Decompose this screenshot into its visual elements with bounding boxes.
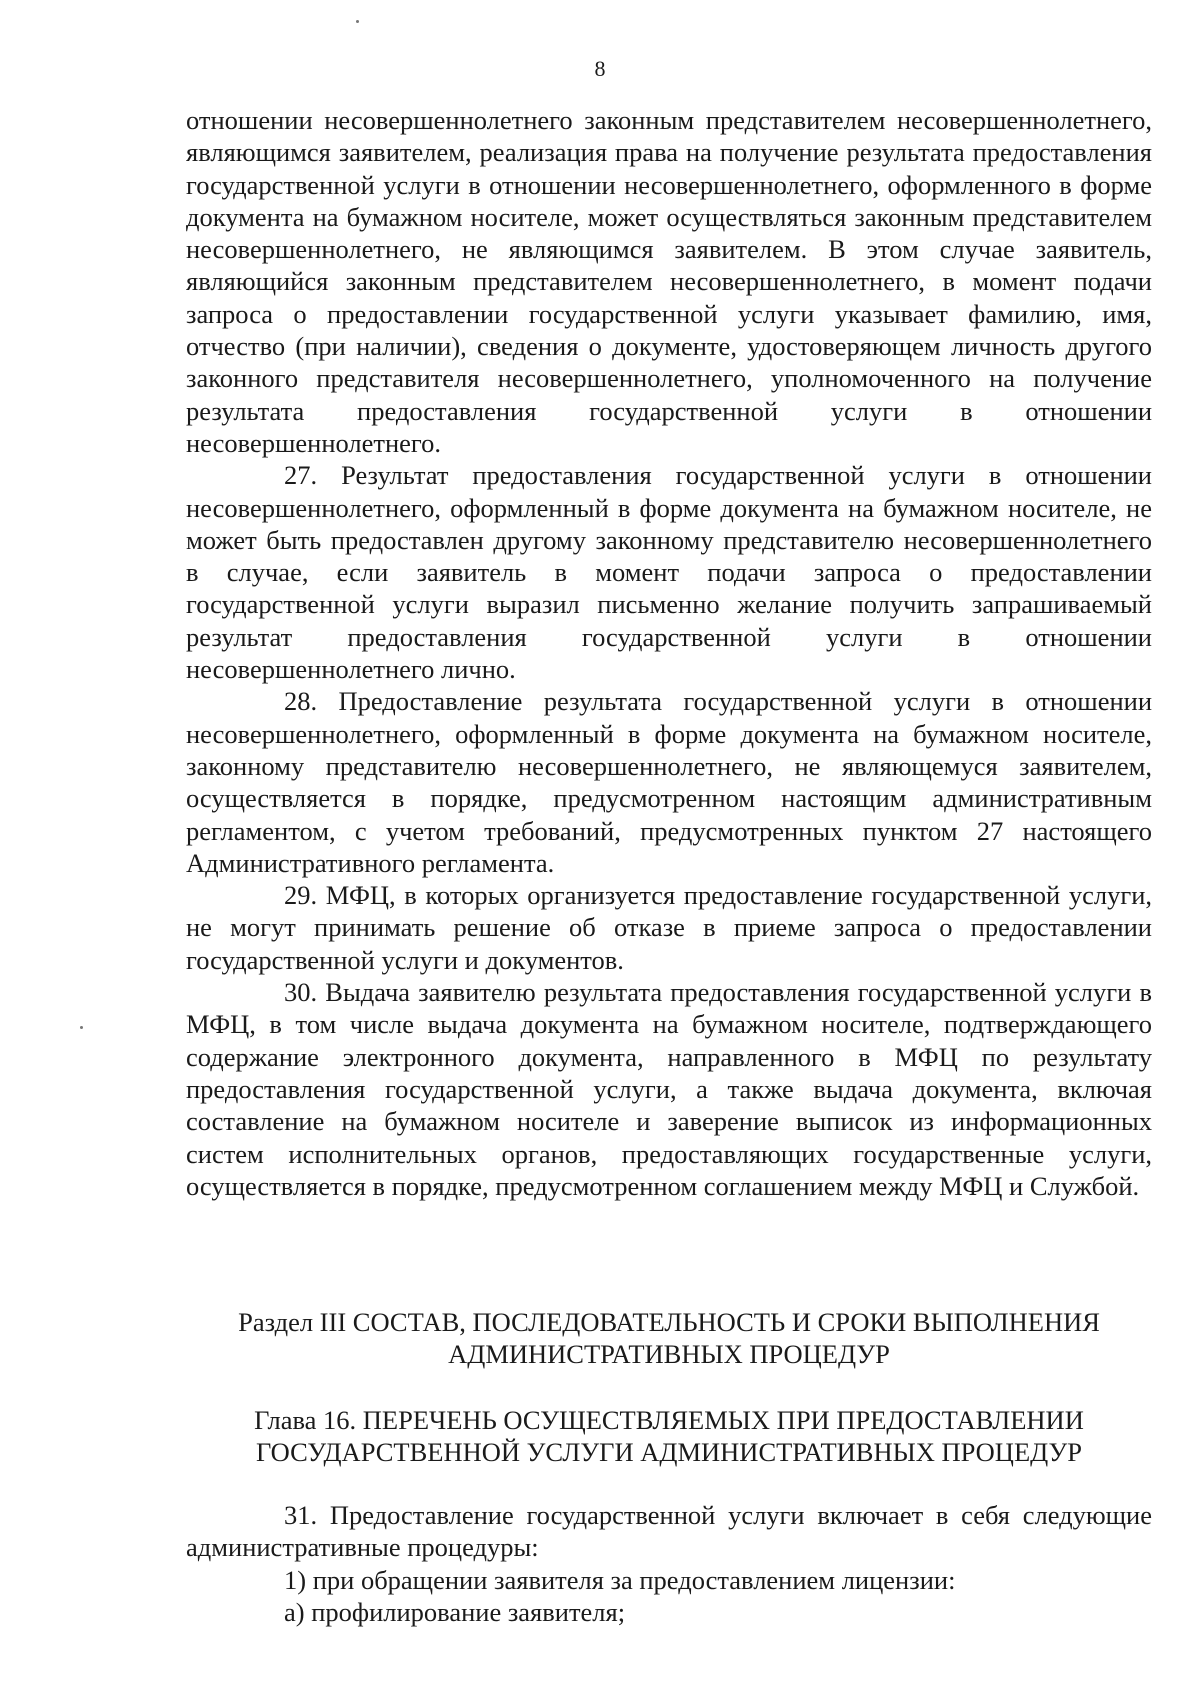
section-heading-line-2: АДМИНИСТРАТИВНЫХ ПРОЦЕДУР xyxy=(448,1339,890,1370)
paragraph-30: 30. Выдача заявителю результата предоставления государственной услуги в МФЦ, в том числе выдача документа на бумажном носителе, подтверждающего содержание электронного документа, направленного в МФЦ по результату предоставления государственной услуги, а также выдача документа, включая составление на бумажном носителе и заверение выписок из информационных систем исполнительных органов, предоставляющих государственные услуги, осуществляется в порядке, предусмотренном соглашением между МФЦ и Службой. xyxy=(186,977,1152,1201)
paragraph-27: 27. Результат предоставления государственной услуги в отношении несовершеннолетнего, оформленный в форме документа на бумажном носителе, не может быть предоставлен другому законному представителю несовершеннолетнего в случае, если заявитель в момент подачи запроса о предоставлении государственной услуги выразил письменно желание получить запрашиваемый результат предоставления государственной услуги в отношении несовершеннолетнего лично. xyxy=(186,460,1152,685)
paragraph-29: 29. МФЦ, в которых организуется предоставление государственной услуги, не могут принимать решение об отказе в приеме запроса о предоставлении государственной услуги и документов. xyxy=(186,880,1152,975)
body-text xyxy=(186,104,1152,1202)
scan-artifact xyxy=(356,20,359,23)
paragraph-28: 28. Предоставление результата государственной услуги в отношении несовершеннолетнего, оформленный в форме документа на бумажном носителе, законному представителю несовершеннолетнего, не являющемуся заявителем, осуществляется в порядке, предусмотренном настоящим административным регламентом, с учетом требований, предусмотренных пунктом 27 настоящего Административного регламента. xyxy=(186,686,1152,878)
chapter-heading-line-2: ГОСУДАРСТВЕННОЙ УСЛУГИ АДМИНИСТРАТИВНЫХ ПРОЦЕДУР xyxy=(255,1437,1083,1468)
list-item-a: а) профилирование заявителя; xyxy=(284,1596,626,1627)
paragraph-31: 31. Предоставление государственной услуги включает в себя следующие административные процедуры: xyxy=(186,1500,1152,1563)
list-item-1: 1) при обращении заявителя за предоставлением лицензии: xyxy=(284,1564,956,1595)
chapter-heading xyxy=(186,1404,1152,1469)
paragraph-continuation: отношении несовершеннолетнего законным представителем несовершеннолетнего, являющимся заявителем, реализация права на получение результата предоставления государственной услуги в отношении несовершеннолетнего, оформленного в форме документа на бумажном носителе, может осуществляться законным представителем несовершеннолетнего, не являющимся заявителем. В этом случае заявитель, являющийся законным представителем несовершеннолетнего, в момент подачи запроса о предоставлении государственной услуги указывает фамилию, имя, отчество (при наличии), сведения о документе, удостоверяющем личность другого законного представителя несовершеннолетнего, уполномоченного на получение результата предоставления государственной услуги в отношении несовершеннолетнего. xyxy=(186,105,1152,458)
chapter-heading-line-1: Глава 16. ПЕРЕЧЕНЬ ОСУЩЕСТВЛЯЕМЫХ ПРИ ПРЕДОСТАВЛЕНИИ xyxy=(254,1405,1084,1435)
section-heading xyxy=(186,1306,1152,1371)
page-number: 8 xyxy=(594,56,606,81)
procedures-list xyxy=(186,1499,1152,1628)
scan-artifact xyxy=(80,1026,83,1029)
section-heading-line-1: Раздел III СОСТАВ, ПОСЛЕДОВАТЕЛЬНОСТЬ И СРОКИ ВЫПОЛНЕНИЯ xyxy=(238,1307,1100,1337)
